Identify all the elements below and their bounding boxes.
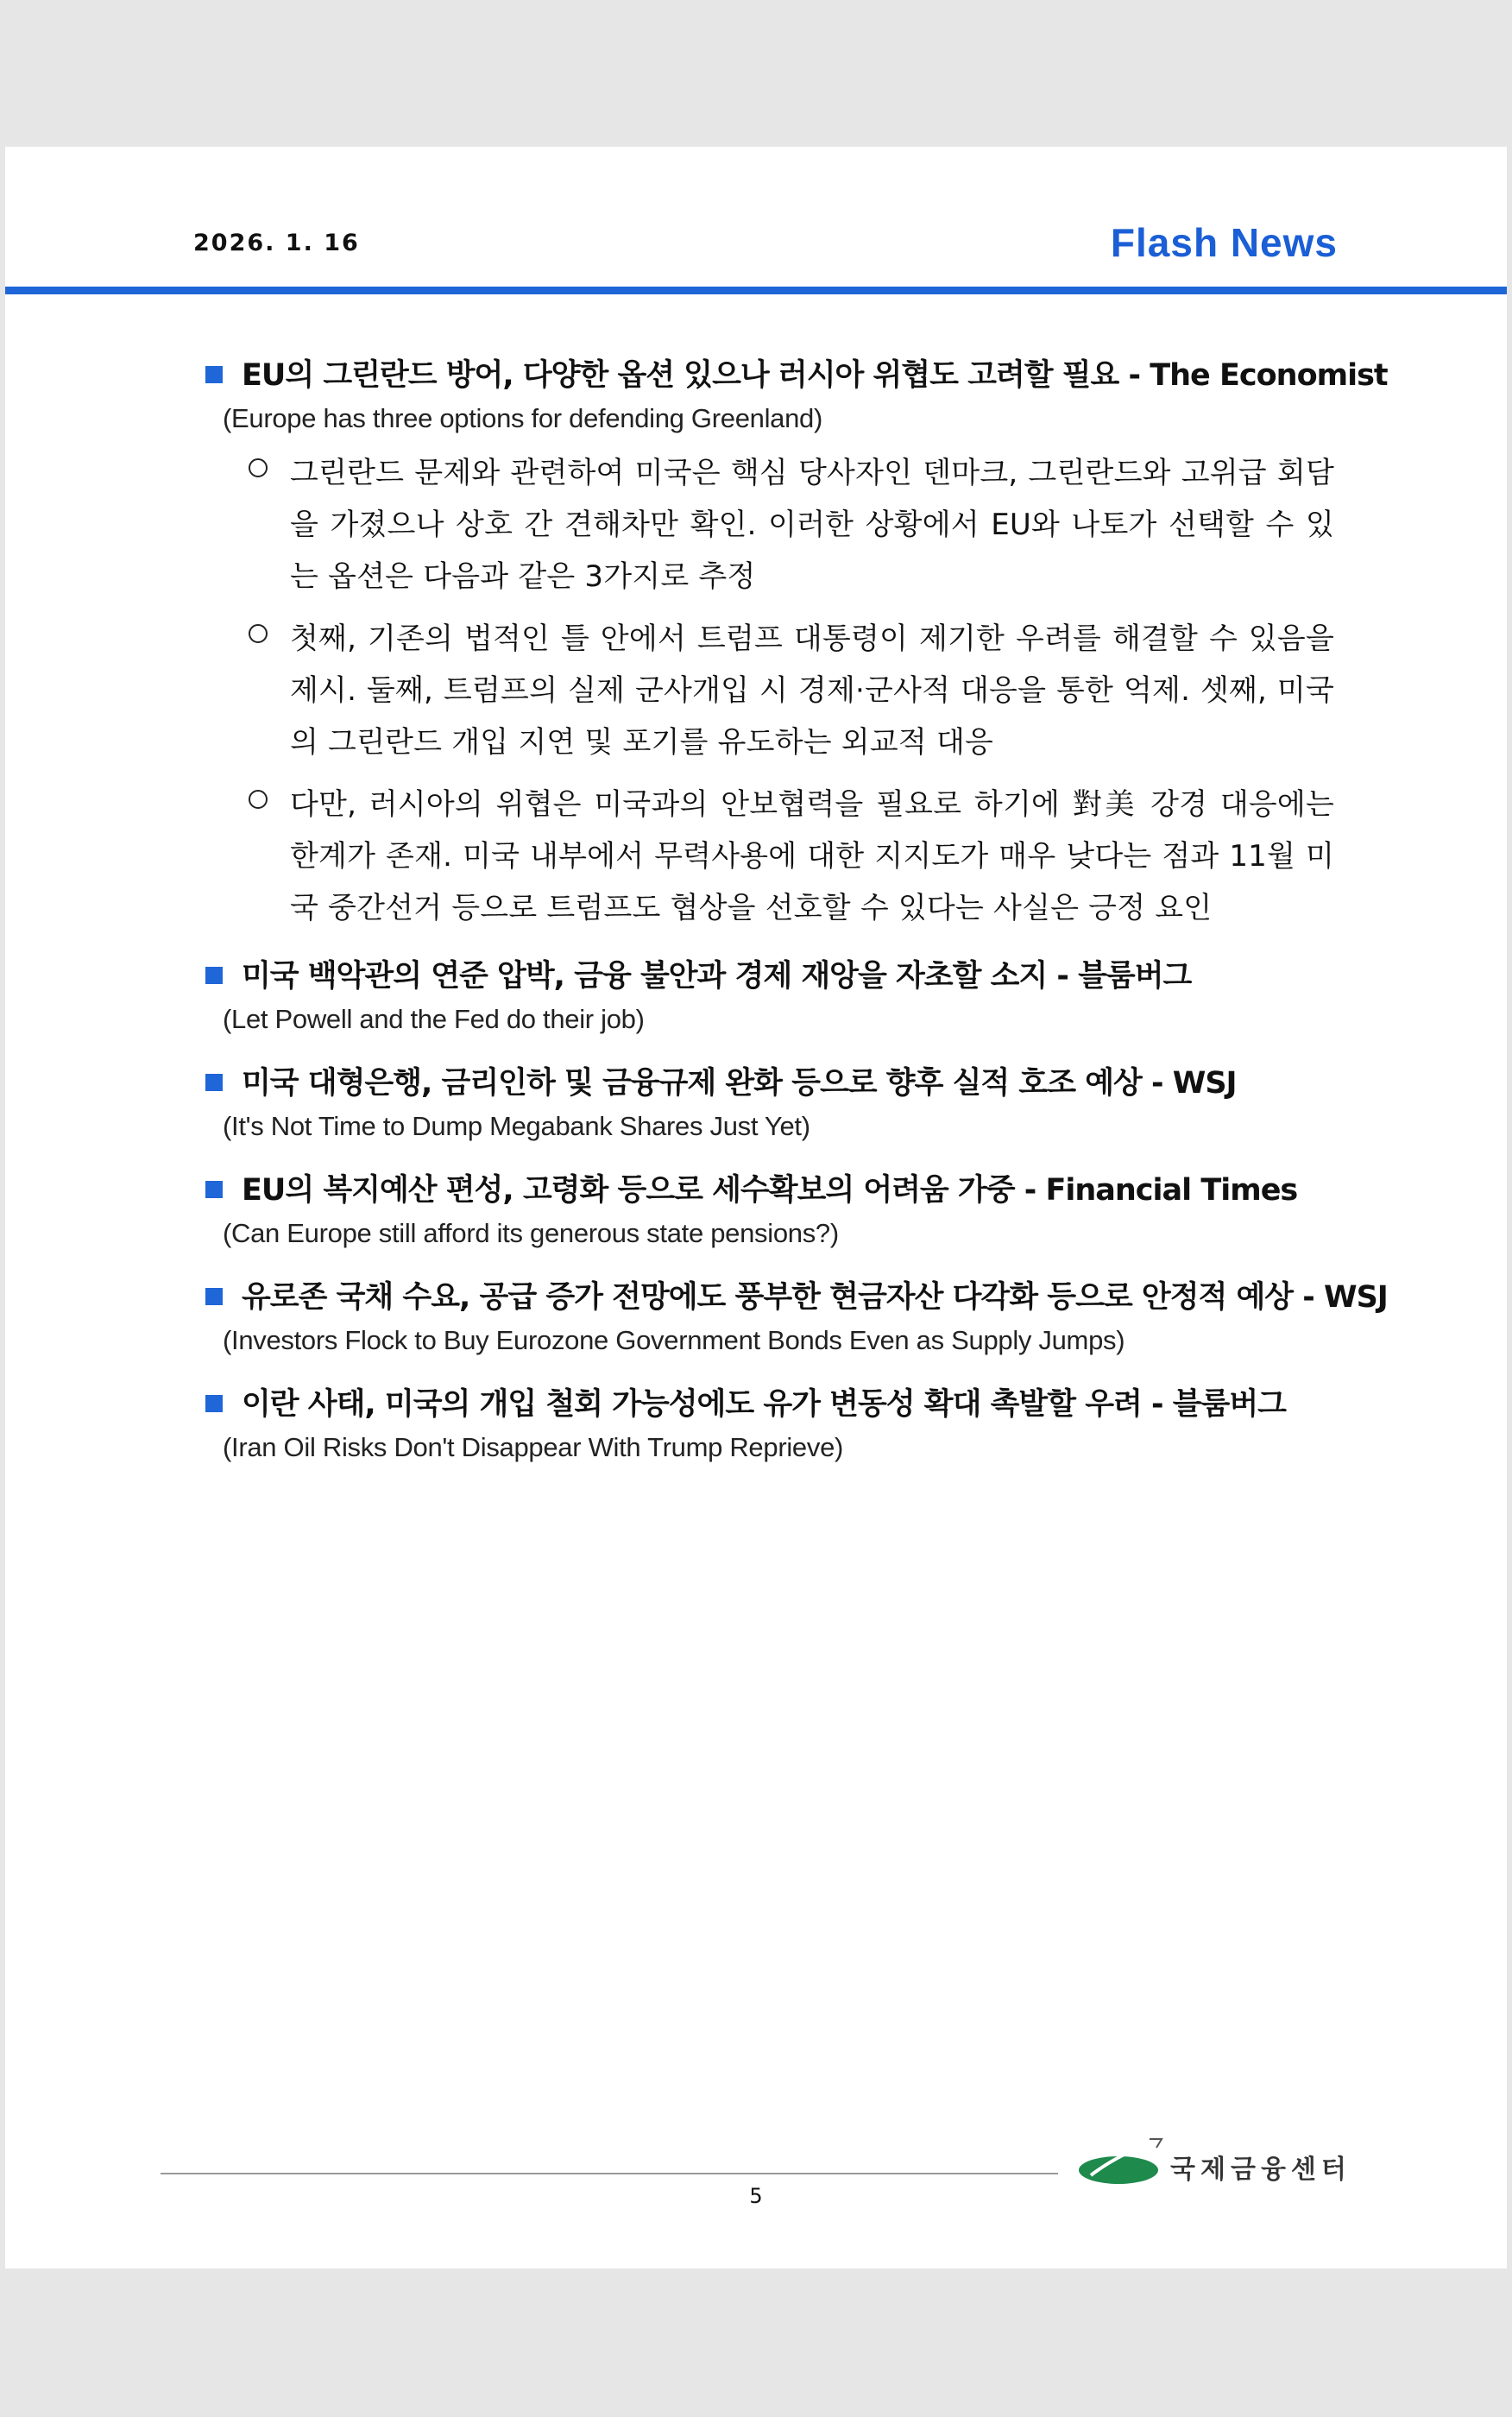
square-bullet-icon	[205, 1288, 223, 1305]
news-item	[205, 955, 1336, 1041]
square-bullet-icon	[205, 1395, 223, 1412]
square-bullet-icon	[205, 366, 223, 383]
news-item	[205, 1383, 1336, 1469]
square-bullet-icon	[205, 1074, 223, 1091]
summary-text: 다만, 러시아의 위협은 미국과의 안보협력을 필요로 하기에 對美 강경 대응에는 한계가 존재. 미국 내부에서 무력사용에 대한 지지도가 매우 낮다는 점과 11월 미국 중간선거 등으로 트럼프도 협상을 선호할 수 있다는 사실은 긍정 요인	[290, 787, 1334, 925]
logo-text: 국제금융센터	[1170, 2155, 1351, 2185]
headline-text: 이란 사태, 미국의 개입 철회 가능성에도 유가 변동성 확대 촉발할 우려 - 블룸버그	[242, 1387, 1286, 1422]
headline-text: 유로존 국채 수요, 공급 증가 전망에도 풍부한 현금자산 다각화 등으로 안정적 예상 - WSJ	[242, 1280, 1388, 1315]
news-item	[205, 1276, 1388, 1362]
circle-bullet-icon	[249, 624, 268, 643]
square-bullet-icon	[205, 967, 223, 984]
circle-bullet-icon	[249, 458, 268, 477]
document-page	[5, 147, 1507, 2269]
square-bullet-icon	[205, 1181, 223, 1198]
news-list	[205, 354, 1388, 1490]
report-title: Flash News	[1110, 220, 1338, 265]
english-title: (Europe has three options for defending Greenland)	[223, 403, 823, 433]
news-headline	[205, 354, 1388, 397]
summary-point	[205, 779, 1336, 934]
headline-text: EU의 복지예산 편성, 고령화 등으로 세수확보의 어려움 가중 - Financial Times	[242, 1173, 1298, 1208]
english-title: (Investors Flock to Buy Eurozone Government Bonds Even as Supply Jumps)	[223, 1325, 1125, 1355]
header-divider	[5, 287, 1507, 294]
summary-point	[205, 613, 1336, 768]
news-item	[205, 354, 1388, 934]
summary-text: 그린란드 문제와 관련하여 미국은 핵심 당사자인 덴마크, 그린란드와 고위급 회담을 가졌으나 상호 간 견해차만 확인. 이러한 상황에서 EU와 나토가 선택할 수 있는 옵션은 다음과 같은 3가지로 추정	[290, 456, 1334, 594]
kcif-logo	[1075, 2136, 1351, 2191]
headline-text: EU의 그린란드 방어, 다양한 옵션 있으나 러시아 위협도 고려할 필요 - The Economist	[242, 358, 1388, 393]
english-title: (Can Europe still afford its generous state pensions?)	[223, 1218, 839, 1248]
news-item	[205, 1169, 1336, 1255]
english-title: (Iran Oil Risks Don't Disappear With Trump Reprieve)	[223, 1432, 844, 1462]
summary-points	[205, 447, 1336, 934]
footer-divider	[161, 2173, 1058, 2174]
news-headline	[205, 1062, 1336, 1105]
news-headline	[205, 1276, 1388, 1319]
english-title: (It's Not Time to Dump Megabank Shares Just Yet)	[223, 1111, 810, 1141]
english-title: (Let Powell and the Fed do their job)	[223, 1004, 645, 1034]
summary-point	[205, 447, 1336, 603]
logo-mark-icon	[1075, 2136, 1170, 2191]
page-number: 5	[749, 2184, 763, 2208]
headline-text: 미국 대형은행, 금리인하 및 금융규제 완화 등으로 향후 실적 호조 예상 - WSJ	[242, 1066, 1237, 1101]
news-item	[205, 1062, 1336, 1148]
news-headline	[205, 1169, 1336, 1212]
circle-bullet-icon	[249, 790, 268, 809]
headline-text: 미국 백악관의 연준 압박, 금융 불안과 경제 재앙을 자초할 소지 - 블룸버그	[242, 959, 1192, 994]
summary-text: 첫째, 기존의 법적인 틀 안에서 트럼프 대통령이 제기한 우려를 해결할 수 있음을 제시. 둘째, 트럼프의 실제 군사개입 시 경제·군사적 대응을 통한 억제. 셋째, 미국의 그린란드 개입 지연 및 포기를 유도하는 외교적 대응	[290, 622, 1334, 760]
news-headline	[205, 955, 1336, 998]
news-headline	[205, 1383, 1336, 1426]
report-date: 2026. 1. 16	[193, 230, 360, 256]
